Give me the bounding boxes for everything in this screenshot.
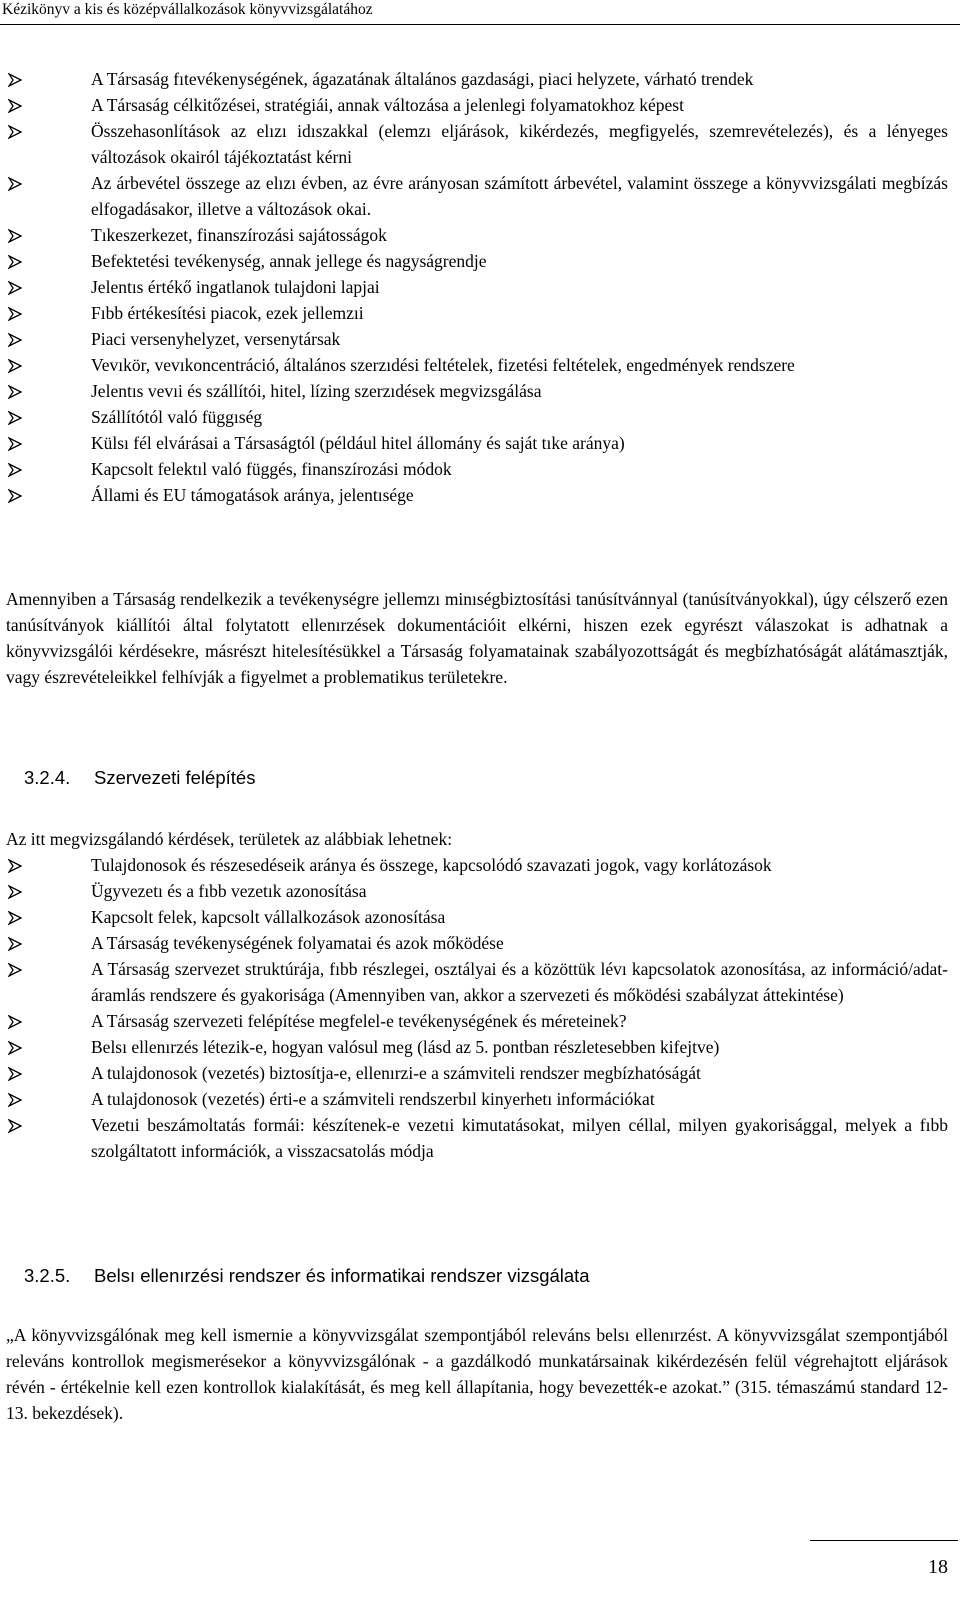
- list-item: [6, 956, 948, 1008]
- bullet-list: [6, 66, 948, 508]
- list-item-text: Külsı fél elvárásai a Társaságtól (például hitel állomány és saját tıke aránya): [91, 433, 625, 453]
- list-item-text: Kapcsolt felektıl való függés, finanszírozási módok: [91, 459, 452, 479]
- section-title: Belsı ellenırzési rendszer és informatikai rendszer vizsgálata: [94, 1265, 590, 1286]
- arrowhead-bullet-icon: [6, 118, 28, 144]
- list-item: [6, 378, 948, 404]
- arrowhead-bullet-icon: [6, 352, 28, 378]
- arrowhead-bullet-icon: [6, 1086, 28, 1112]
- list-item-text: Fıbb értékesítési piacok, ezek jellemzıi: [91, 303, 364, 323]
- running-header-title: Kézikönyv a kis és középvállalkozások könyvvizsgálatához: [2, 1, 373, 18]
- list-item-text: Vevıkör, vevıkoncentráció, általános szerzıdési feltételek, fizetési feltételek, engedmények rendszere: [91, 355, 795, 375]
- list-item-text: Jelentıs vevıi és szállítói, hitel, lízing szerzıdések megvizsgálása: [91, 381, 542, 401]
- list-item: [6, 352, 948, 378]
- page-number: 18: [928, 1556, 948, 1578]
- list-item-text: Vezetıi beszámoltatás formái: készítenek-e vezetıi kimutatásokat, milyen céllal, milyen gyakorisággal, melyek a fıbb szolgáltatott információk, a visszacsatolás módja: [91, 1115, 948, 1161]
- arrowhead-bullet-icon: [6, 170, 28, 196]
- list-item: [6, 1034, 948, 1060]
- quote-text: „A könyvvizsgálónak meg kell ismernie a könyvvizsgálat szempontjából releváns belsı ellenırzést. A könyvvizsgálat szempontjából releváns kontrollok megismerésekor a könyvvizsgálónak - a gazdálkodó munkatársainak kikérdezésén felül végrehajtott eljárások révén - értékelnie kell ezen kontrollok kialakítását, és meg kell állapítania, hogy bevezették-e azokat.” (315. témaszámú standard 12-13. bekezdések).: [6, 1325, 948, 1423]
- arrowhead-bullet-icon: [6, 1060, 28, 1086]
- footer-rule: [810, 1540, 958, 1541]
- list-item: [6, 222, 948, 248]
- list-item-text: A Társaság szervezeti felépítése megfelel-e tevékenységének és méreteinek?: [91, 1011, 627, 1031]
- section-heading-3-2-5: [24, 1264, 590, 1288]
- arrowhead-bullet-icon: [6, 378, 28, 404]
- list-item-text: Piaci versenyhelyzet, versenytársak: [91, 329, 341, 349]
- list-item: [6, 456, 948, 482]
- arrowhead-bullet-icon: [6, 956, 28, 982]
- list-item-text: A Társaság tevékenységének folyamatai és azok mőködése: [91, 933, 504, 953]
- list-item-text: A Társaság fıtevékenységének, ágazatának általános gazdasági, piaci helyzete, várható trendek: [91, 69, 754, 89]
- bullet-list-1: [6, 66, 948, 508]
- list-item: [6, 904, 948, 930]
- bullet-list: [6, 852, 948, 1164]
- list-item: [6, 430, 948, 456]
- paragraph-certification: [6, 586, 948, 690]
- list-item: [6, 66, 948, 92]
- arrowhead-bullet-icon: [6, 1034, 28, 1060]
- list-item: [6, 1008, 948, 1034]
- arrowhead-bullet-icon: [6, 482, 28, 508]
- list-item: [6, 248, 948, 274]
- list-item-text: Kapcsolt felek, kapcsolt vállalkozások azonosítása: [91, 907, 446, 927]
- list-item-text: Tıkeszerkezet, finanszírozási sajátosságok: [91, 225, 387, 245]
- list-item: [6, 170, 948, 222]
- arrowhead-bullet-icon: [6, 274, 28, 300]
- list-item-text: Jelentıs értékő ingatlanok tulajdoni lapjai: [91, 277, 380, 297]
- arrowhead-bullet-icon: [6, 300, 28, 326]
- arrowhead-bullet-icon: [6, 404, 28, 430]
- list-item-text: Összehasonlítások az elızı idıszakkal (elemzı eljárások, kikérdezés, megfigyelés, szemrevételezés), és a lényeges változások okairól tájékoztatást kérni: [91, 121, 948, 167]
- arrowhead-bullet-icon: [6, 456, 28, 482]
- list-item-text: Az árbevétel összege az elızı évben, az évre arányosan számított árbevétel, valamint összege a könyvvizsgálati megbízás elfogadásakor, illetve a változások okai.: [91, 173, 948, 219]
- arrowhead-bullet-icon: [6, 430, 28, 456]
- list-item-text: A tulajdonosok (vezetés) érti-e a számviteli rendszerbıl kinyerhetı információkat: [91, 1089, 655, 1109]
- list-item-text: A tulajdonosok (vezetés) biztosítja-e, ellenırzi-e a számviteli rendszer megbízhatóságát: [91, 1063, 701, 1083]
- list-item-text: Szállítótól való függıség: [91, 407, 263, 427]
- section-number: 3.2.4.: [24, 767, 71, 788]
- list-item-text: Belsı ellenırzés létezik-e, hogyan valósul meg (lásd az 5. pontban részletesebben kifejtve): [91, 1037, 720, 1057]
- list-item: [6, 878, 948, 904]
- intro-text: Az itt megvizsgálandó kérdések, területek az alábbiak lehetnek:: [6, 829, 453, 849]
- arrowhead-bullet-icon: [6, 248, 28, 274]
- running-header: [0, 0, 960, 26]
- section-number: 3.2.5.: [24, 1265, 71, 1286]
- intro-paragraph: [6, 826, 948, 852]
- list-item-text: Ügyvezetı és a fıbb vezetık azonosítása: [91, 881, 367, 901]
- arrowhead-bullet-icon: [6, 222, 28, 248]
- list-item: [6, 118, 948, 170]
- list-item: [6, 1112, 948, 1164]
- list-item: [6, 274, 948, 300]
- list-item: [6, 930, 948, 956]
- list-item-text: A Társaság célkitőzései, stratégiái, annak változása a jelenlegi folyamatokhoz képest: [91, 95, 684, 115]
- paragraph-text: Amennyiben a Társaság rendelkezik a tevékenységre jellemzı minıségbiztosítási tanúsítvánnyal (tanúsítványokkal), úgy célszerő ezen tanúsítványok kiállítói által folytatott ellenırzések dokumentációit elkérni, hiszen ezek egyrészt válaszokat is adhatnak a könyvvizsgálói kérdésekre, másrészt hitelesítésükkel a Társaság folyamatainak szabályozottságát és megbízhatóságát alátámasztják, vagy észrevételeikkel felhívják a figyelmet a problematikus területekre.: [6, 589, 948, 687]
- list-item: [6, 1060, 948, 1086]
- section-title: Szervezeti felépítés: [94, 767, 256, 788]
- arrowhead-bullet-icon: [6, 326, 28, 352]
- arrowhead-bullet-icon: [6, 66, 28, 92]
- arrowhead-bullet-icon: [6, 1112, 28, 1138]
- arrowhead-bullet-icon: [6, 1008, 28, 1034]
- list-item: [6, 1086, 948, 1112]
- list-item-text: Befektetési tevékenység, annak jellege és nagyságrendje: [91, 251, 487, 271]
- list-item: [6, 404, 948, 430]
- quote-paragraph: [6, 1322, 948, 1426]
- bullet-list-2: [6, 852, 948, 1164]
- list-item-text: A Társaság szervezet struktúrája, fıbb részlegei, osztályai és a közöttük lévı kapcsolatok azonosítása, az információ/adat-áramlás rendszere és gyakorisága (Amennyiben van, akkor a szervezeti és mőködési szabályzat áttekintése): [91, 959, 948, 1005]
- arrowhead-bullet-icon: [6, 852, 28, 878]
- arrowhead-bullet-icon: [6, 92, 28, 118]
- list-item: [6, 326, 948, 352]
- list-item-text: Állami és EU támogatások aránya, jelentısége: [91, 485, 414, 505]
- header-rule: [0, 24, 960, 25]
- arrowhead-bullet-icon: [6, 904, 28, 930]
- list-item: [6, 92, 948, 118]
- section-heading-3-2-4: [24, 766, 255, 790]
- list-item: [6, 300, 948, 326]
- list-item: [6, 482, 948, 508]
- arrowhead-bullet-icon: [6, 878, 28, 904]
- list-item-text: Tulajdonosok és részesedéseik aránya és összege, kapcsolódó szavazati jogok, vagy korlátozások: [91, 855, 772, 875]
- arrowhead-bullet-icon: [6, 930, 28, 956]
- list-item: [6, 852, 948, 878]
